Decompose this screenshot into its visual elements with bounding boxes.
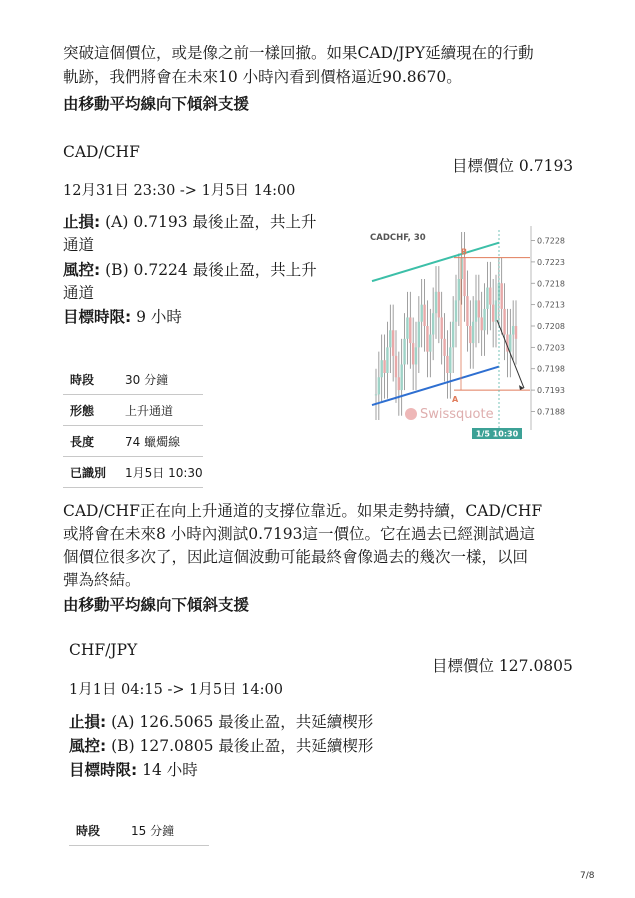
table-value: 上升通道 [125, 395, 203, 426]
price-bar [503, 309, 505, 335]
table-row [63, 395, 203, 426]
watermark-logo-icon [405, 408, 417, 420]
price-bar [389, 330, 391, 347]
table-key: 形態 [63, 395, 125, 426]
trade2-time-range: 1月1日 04:15 -> 1月5日 14:00 [69, 682, 283, 698]
price-bar [423, 305, 425, 326]
table-key: 時段 [63, 364, 125, 395]
time-badge-label: 1/5 10:30 [475, 429, 519, 439]
trade1-risk-cont: 通道 [63, 284, 95, 302]
horizon-label: 目標時限: [63, 308, 132, 326]
stop-value: (A) 126.5065 最後止盈，共延續楔形 [106, 713, 374, 731]
table-value: 74 蠟燭線 [125, 426, 203, 457]
y-ticks [531, 237, 565, 417]
price-bar [406, 317, 408, 338]
price-bar [481, 317, 483, 330]
price-bar [409, 317, 411, 343]
price-bar [375, 394, 377, 395]
chart-title: CADCHF, 30 [370, 233, 426, 243]
risk-value: (B) 0.7224 最後止盈，共上升 [100, 261, 317, 279]
price-bar [429, 335, 431, 352]
trade1-risk [63, 259, 317, 282]
table-value: 30 分鐘 [125, 364, 203, 395]
price-bar [403, 339, 405, 365]
point-label-b: B [461, 247, 468, 257]
trade1-meta-table [63, 364, 203, 488]
intro-line-1: 突破這個價位，或是像之前一樣回撤。如果CAD/JPY延續現在的行動 [63, 44, 534, 62]
price-bar [455, 300, 457, 321]
trade2-meta-table [69, 815, 209, 846]
horizon-label: 目標時限: [69, 761, 138, 779]
y-tick-label: 0.7193 [537, 386, 565, 396]
price-bar [475, 300, 477, 321]
price-bar [469, 326, 471, 343]
price-bar [486, 288, 488, 309]
price-bar [398, 377, 400, 390]
price-bar [438, 292, 440, 318]
price-bar [415, 347, 417, 364]
risk-label: 風控: [63, 261, 101, 279]
price-bar [386, 347, 388, 373]
point-label-a: A [452, 395, 459, 405]
horizon-value: 14 小時 [137, 761, 198, 779]
trade1-stop [63, 211, 317, 234]
y-tick-label: 0.7223 [537, 257, 565, 267]
table-row [63, 364, 203, 395]
trade2-pair: CHF/JPY [69, 641, 138, 659]
price-bar [378, 377, 380, 394]
trade2-target: 目標價位 127.0805 [432, 657, 573, 675]
risk-value: (B) 127.0805 最後止盈，共延續楔形 [106, 737, 374, 755]
price-bar [412, 343, 414, 364]
trade1-para-4: 彈為終結。 [63, 571, 141, 589]
price-bar [489, 288, 491, 305]
price-bar [501, 283, 503, 309]
table-value: 1月5日 10:30 [125, 457, 203, 488]
horizon-value: 9 小時 [131, 308, 182, 326]
price-bar [418, 322, 420, 348]
price-bar [443, 339, 445, 356]
table-row [63, 457, 203, 488]
price-bar [492, 305, 494, 322]
price-bar [509, 335, 511, 352]
price-bar [515, 326, 517, 339]
price-bar [495, 300, 497, 321]
trade1-para-1: CAD/CHF正在向上升通道的支撐位靠近。如果走勢持續，CAD/CHF [63, 502, 543, 520]
trade2-risk [69, 735, 373, 758]
y-tick-label: 0.7203 [537, 343, 565, 353]
price-bar [463, 258, 465, 296]
price-bar [381, 360, 383, 377]
table-key: 時段 [69, 815, 131, 846]
price-bar [446, 356, 448, 373]
y-tick-label: 0.7228 [537, 236, 565, 246]
price-bar [449, 347, 451, 373]
y-tick-label: 0.7188 [537, 407, 565, 417]
stop-label: 止損: [63, 213, 101, 231]
watermark-text: Swissquote [420, 407, 494, 422]
table-row [69, 815, 209, 846]
intro-line-2: 軌跡，我們將會在未來10 小時內看到價格逼近90.8670。 [63, 68, 462, 86]
y-tick-label: 0.7218 [537, 279, 565, 289]
trade1-para-2: 或將會在未來8 小時內測試0.7193這一價位。它在過去已經測試過這 [63, 525, 536, 543]
price-bar [432, 313, 434, 334]
y-tick-label: 0.7208 [537, 322, 565, 331]
cadchf-chart [364, 222, 574, 440]
price-bar [478, 300, 480, 317]
y-tick-label: 0.7198 [537, 364, 565, 374]
price-bar [472, 322, 474, 343]
table-row [63, 426, 203, 457]
price-bar [395, 356, 397, 377]
price-bar [383, 360, 385, 373]
trade2-horizon [69, 759, 198, 782]
trade1-time-range: 12月31日 23:30 -> 1月5日 14:00 [63, 183, 296, 199]
price-bar [426, 326, 428, 352]
trade1-pair: CAD/CHF [63, 143, 140, 161]
table-value: 15 分鐘 [131, 815, 209, 846]
trade2-stop [69, 711, 373, 734]
stop-label: 止損: [69, 713, 107, 731]
price-bar [441, 317, 443, 338]
trade1-para-3: 個價位很多次了，因此這個波動可能最終會像過去的幾次一樣，以回 [63, 548, 529, 566]
price-bar [435, 292, 437, 313]
price-bar [421, 305, 423, 322]
price-bar [458, 279, 460, 300]
price-bar [452, 322, 454, 348]
price-bar [392, 330, 394, 356]
stop-value: (A) 0.7193 最後止盈，共上升 [100, 213, 317, 231]
trade1-stop-cont: 通道 [63, 236, 95, 254]
section-heading-2: 由移動平均線向下傾斜支援 [63, 596, 250, 614]
price-bar [483, 309, 485, 330]
trade1-horizon [63, 306, 182, 329]
trade1-target: 目標價位 0.7193 [452, 157, 574, 175]
table-key: 已識別 [63, 457, 125, 488]
page-number: 7/8 [580, 871, 595, 881]
table-key: 長度 [63, 426, 125, 457]
price-bar [512, 326, 514, 335]
risk-label: 風控: [69, 737, 107, 755]
price-bar [466, 296, 468, 326]
price-bar [401, 364, 403, 390]
section-heading-1: 由移動平均線向下傾斜支援 [63, 95, 250, 113]
y-tick-label: 0.7213 [537, 300, 565, 310]
